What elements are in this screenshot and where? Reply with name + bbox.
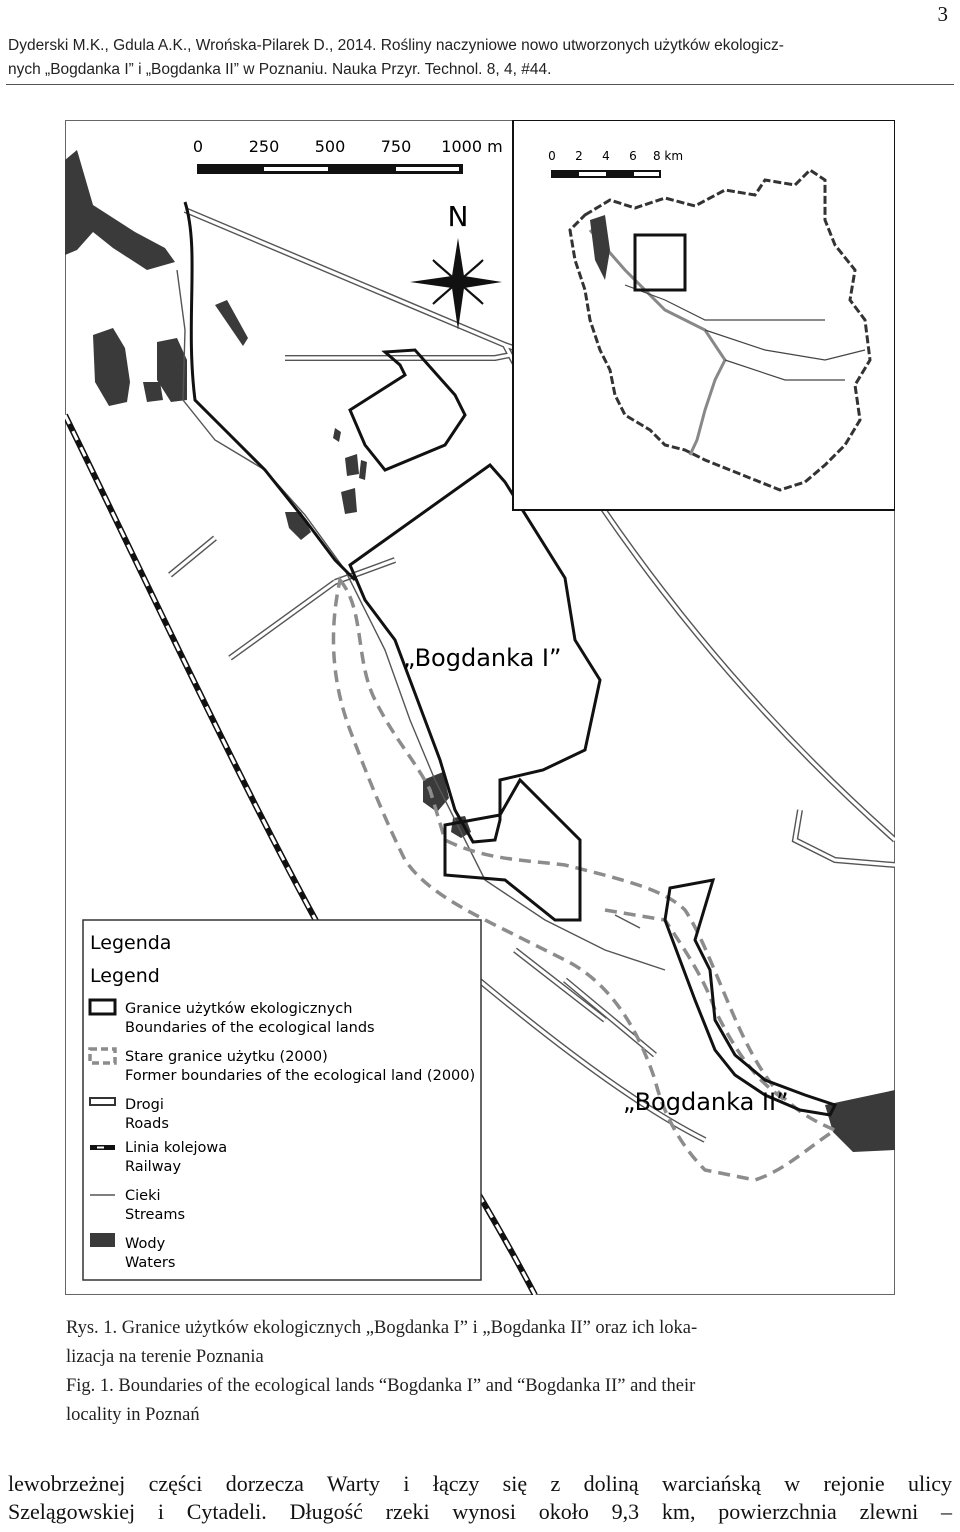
citation-line-2: nych „Bogdanka I” i „Bogdanka II” w Poznaniu. Nauka Przyr. Technol. 8, 4, #44. (8, 61, 552, 78)
legend-item-1-en: Boundaries of the ecological lands (125, 1020, 375, 1036)
header-rule (6, 84, 954, 85)
legend-item-5-pl: Cieki (125, 1188, 161, 1204)
citation-line-1: Dyderski M.K., Gdula A.K., Wrońska-Pilarek D., 2014. Rośliny naczyniowe nowo utworzonych użytków ekologicz- (8, 37, 784, 54)
caption-pl-line-2: lizacja na terenie Poznania (66, 1347, 264, 1367)
inset-scale-tick-2: 2 (575, 149, 583, 163)
caption-pl-line-1: Rys. 1. Granice użytków ekologicznych „Bogdanka I” i „Bogdanka II” oraz ich loka- (66, 1318, 698, 1338)
legend-item-4-pl: Linia kolejowa (125, 1140, 228, 1156)
legend-item-6-pl: Wody (125, 1236, 166, 1252)
main-scale-tick-500: 500 (314, 137, 346, 156)
body-paragraph (8, 1470, 952, 1526)
railway-swatch-icon (90, 1145, 115, 1150)
inset-scale-tick-8: 8 km (652, 149, 684, 163)
legend-item-2-pl: Stare granice użytku (2000) (125, 1049, 328, 1065)
legend-item-6-en: Waters (125, 1255, 176, 1271)
label-bogdanka-1: „Bogdanka I” (403, 644, 562, 672)
inset-scale-tick-0: 0 (548, 149, 556, 163)
main-scale-tick-0: 0 (192, 137, 204, 156)
main-scale-tick-750: 750 (380, 137, 412, 156)
inset-map (513, 120, 895, 510)
legend-item-2-en: Former boundaries of the ecological land (2000) (125, 1068, 476, 1084)
legend-item-1-pl: Granice użytków ekologicznych (125, 1001, 353, 1017)
water-swatch-icon (90, 1233, 115, 1247)
main-scale-tick-1000: 1000 m (441, 137, 503, 156)
legend-title-pl: Legenda (90, 932, 172, 954)
map-legend (83, 920, 481, 1280)
page-number: 3 (937, 2, 948, 26)
figure-caption (66, 1314, 896, 1430)
label-bogdanka-2: „Bogdanka II” (623, 1088, 789, 1116)
road-swatch-icon (90, 1098, 115, 1105)
inset-scale-tick-4: 4 (602, 149, 610, 163)
map-svg (65, 120, 895, 1295)
citation-header (8, 34, 952, 82)
north-label: N (447, 200, 469, 233)
body-line-2: Szelągowskiej i Cytadeli. Długość rzeki wynosi około 9,3 km, powierzchnia zlewni – (8, 1499, 952, 1524)
caption-en-line-2: locality in Poznań (66, 1405, 200, 1425)
inset-scale-tick-6: 6 (629, 149, 637, 163)
main-scale-tick-250: 250 (248, 137, 280, 156)
legend-item-5-en: Streams (125, 1207, 186, 1223)
legend-item-4-en: Railway (125, 1159, 182, 1175)
map-figure (65, 120, 895, 1295)
caption-en-line-1: Fig. 1. Boundaries of the ecological lands “Bogdanka I” and “Bogdanka II” and their (66, 1376, 696, 1396)
body-line-1: lewobrzeżnej części dorzecza Warty i łączy się z doliną warciańską w rejonie ulicy (8, 1471, 952, 1496)
legend-item-3-pl: Drogi (125, 1097, 164, 1113)
legend-item-3-en: Roads (125, 1116, 169, 1132)
legend-title-en: Legend (90, 965, 160, 987)
